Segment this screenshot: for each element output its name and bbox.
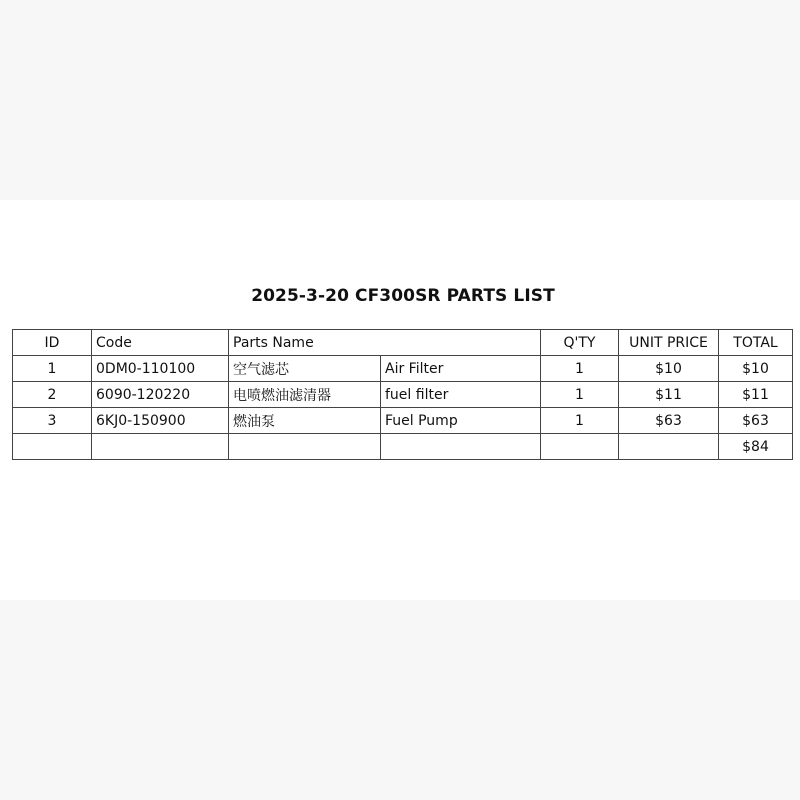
cell-id: 2 — [13, 382, 92, 408]
cell-unit-price: $63 — [619, 408, 719, 434]
table-row — [13, 382, 793, 408]
cell-unit-price: $10 — [619, 356, 719, 382]
cell-name-en: Air Filter — [381, 356, 541, 382]
cell-qty: 1 — [541, 356, 619, 382]
cell-total: $63 — [719, 408, 793, 434]
cell-name-en: fuel filter — [381, 382, 541, 408]
cell-name-cn: 空气滤芯 — [229, 356, 381, 382]
cell-name-cn: 燃油泵 — [229, 408, 381, 434]
table-row — [13, 356, 793, 382]
cell-code: 0DM0-110100 — [92, 356, 229, 382]
parts-list-sheet — [0, 200, 800, 600]
total-row — [13, 434, 793, 460]
empty-cell — [92, 434, 229, 460]
cell-id: 3 — [13, 408, 92, 434]
cell-id: 1 — [13, 356, 92, 382]
cell-total: $10 — [719, 356, 793, 382]
empty-cell — [619, 434, 719, 460]
empty-cell — [13, 434, 92, 460]
empty-cell — [229, 434, 381, 460]
bottom-margin — [0, 600, 800, 800]
table-row — [13, 408, 793, 434]
cell-name-cn: 电喷燃油滤清器 — [229, 382, 381, 408]
cell-qty: 1 — [541, 408, 619, 434]
header-unit-price: UNIT PRICE — [619, 330, 719, 356]
empty-cell — [381, 434, 541, 460]
parts-table — [12, 329, 793, 460]
grand-total: $84 — [719, 434, 793, 460]
header-id: ID — [13, 330, 92, 356]
cell-code: 6090-120220 — [92, 382, 229, 408]
cell-qty: 1 — [541, 382, 619, 408]
header-parts-name: Parts Name — [229, 330, 541, 356]
header-code: Code — [92, 330, 229, 356]
header-row — [13, 330, 793, 356]
header-qty: Q'TY — [541, 330, 619, 356]
cell-code: 6KJ0-150900 — [92, 408, 229, 434]
empty-cell — [541, 434, 619, 460]
cell-total: $11 — [719, 382, 793, 408]
top-margin — [0, 0, 800, 200]
header-total: TOTAL — [719, 330, 793, 356]
cell-name-en: Fuel Pump — [381, 408, 541, 434]
document-title: 2025-3-20 CF300SR PARTS LIST — [251, 286, 555, 306]
cell-unit-price: $11 — [619, 382, 719, 408]
